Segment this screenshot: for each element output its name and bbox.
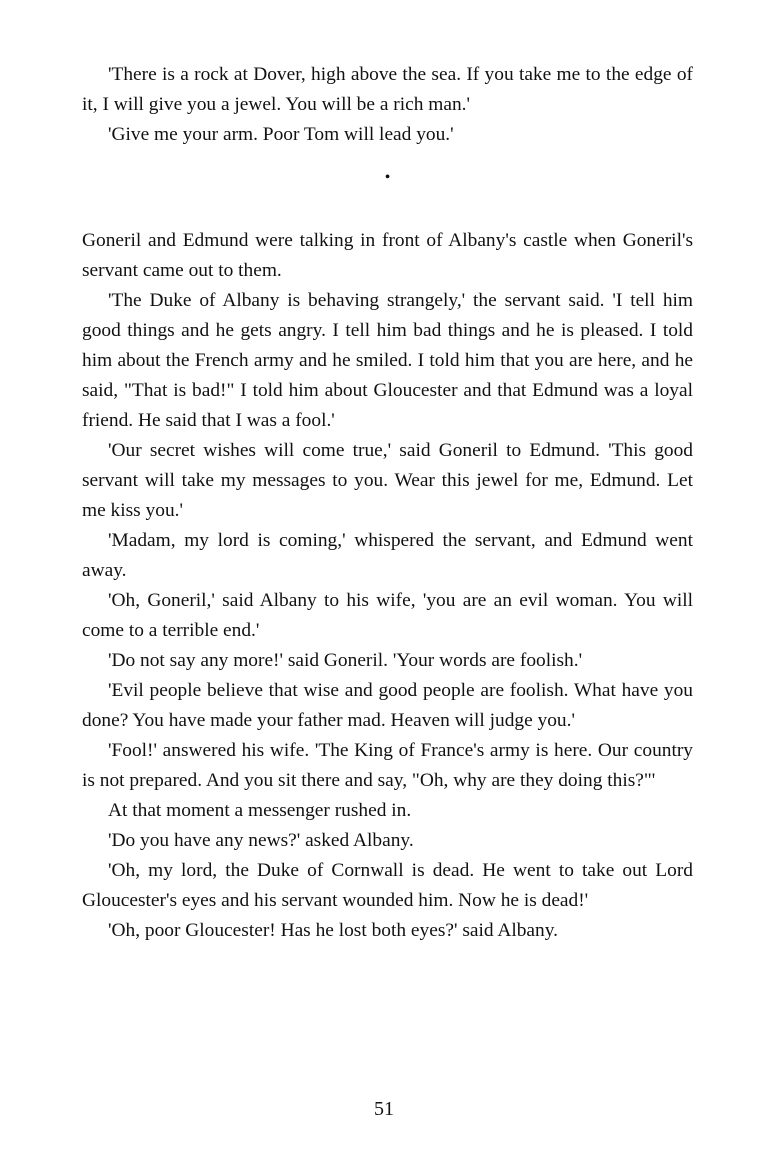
paragraph: 'Do not say any more!' said Goneril. 'Your words are foolish.' [108,650,583,671]
paragraph: 'The Duke of Albany is behaving strangely,' the servant said. 'I tell him good things and he gets angry. I tell him bad things and he is pleased. I told him about the French army and he smiled. I told him that you are here, and he said, "That is bad!" I told him about Gloucester and that Edmund was a loyal friend. He said that I was a fool.' [82,290,693,431]
book-page [82,60,693,946]
paragraph: 'Give me your arm. Poor Tom will lead you.' [108,124,454,145]
page-number: 51 [374,1098,394,1120]
paragraph: 'Madam, my lord is coming,' whispered the servant, and Edmund went away. [82,530,693,581]
paragraph: 'Evil people believe that wise and good people are foolish. What have you done? You have made your father mad. Heaven will judge you.' [82,680,693,731]
paragraph: 'Fool!' answered his wife. 'The King of France's army is here. Our country is not prepared. And you sit there and say, "Oh, why are they doing this?"' [82,740,693,791]
paragraph: At that moment a messenger rushed in. [108,800,412,821]
paragraph: 'Oh, Goneril,' said Albany to his wife, 'you are an evil woman. You will come to a terrible end.' [82,590,693,641]
paragraph-opening: Goneril and Edmund were talking in front of Albany's castle when Goneril's servant came out to them. [82,230,693,281]
paragraph: 'There is a rock at Dover, high above the sea. If you take me to the edge of it, I will give you a jewel. You will be a rich man.' [82,64,693,115]
paragraph: 'Oh, poor Gloucester! Has he lost both eyes?' said Albany. [108,920,558,941]
paragraph: 'Oh, my lord, the Duke of Cornwall is dead. He went to take out Lord Gloucester's eyes and his servant wounded him. Now he is dead!' [82,860,693,911]
paragraph: 'Our secret wishes will come true,' said Goneril to Edmund. 'This good servant will take my messages to you. Wear this jewel for me, Edmund. Let me kiss you.' [82,440,693,521]
section-break-bullet: • [384,169,391,186]
paragraph: 'Do you have any news?' asked Albany. [108,830,414,851]
